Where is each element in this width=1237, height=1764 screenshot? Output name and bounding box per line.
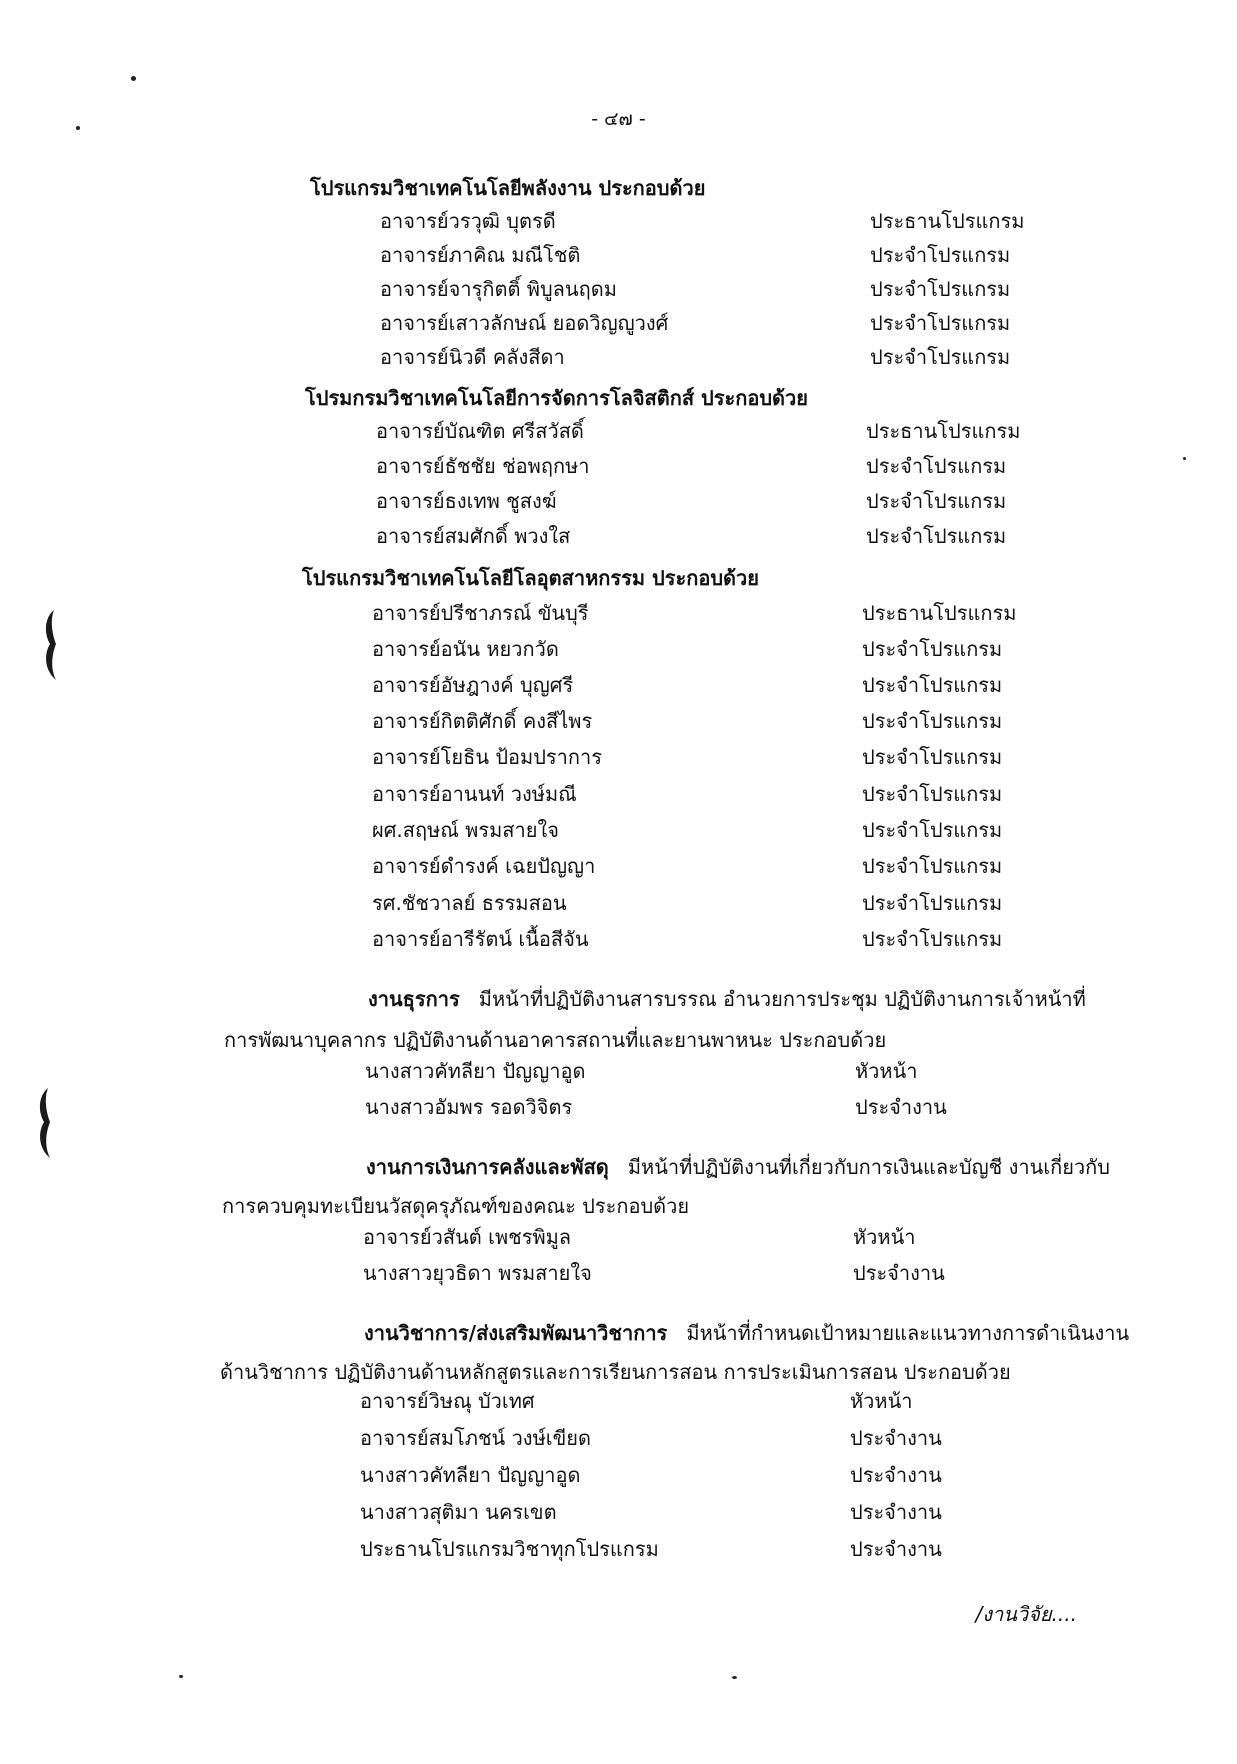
member-role: ประจำงาน xyxy=(850,1463,942,1487)
unit-academic-desc-line2: ด้านวิชาการ ปฏิบัติงานด้านหลักสูตรและการเรียนการสอน การประเมินการสอน ประกอบด้วย xyxy=(220,1360,1011,1384)
member-role: ประจำโปรแกรม xyxy=(862,782,1003,806)
unit-desc: มีหน้าที่ปฏิบัติงานที่เกี่ยวกับการเงินและบัญชี งานเกี่ยวกับ xyxy=(627,1155,1110,1179)
member-role: หัวหน้า xyxy=(853,1225,916,1249)
binder-mark-icon xyxy=(34,1086,54,1160)
member-role: ประจำงาน xyxy=(853,1261,945,1285)
program-heading-industrial: โปรแกรมวิชาเทคโนโลยีโลอุตสาหกรรม ประกอบด้วย xyxy=(302,566,759,590)
member-name: อาจารย์กิตติศักดิ์ คงสีไพร xyxy=(372,709,593,733)
member-name: อาจารย์อานนท์ วงษ์มณี xyxy=(372,782,577,806)
program-heading-energy: โปรแกรมวิชาเทคโนโลยีพลังงาน ประกอบด้วย xyxy=(310,176,706,200)
member-name: นางสาวยุวธิดา พรมสายใจ xyxy=(363,1261,592,1285)
unit-title: งานการเงินการคลังและพัสดุ xyxy=(366,1155,609,1179)
member-name: อาจารย์นิวดี คลังสีดา xyxy=(380,345,565,369)
member-name: อาจารย์สมโภชน์ วงษ์เขียด xyxy=(360,1426,591,1450)
member-name: อาจารย์ปรีชาภรณ์ ขันบุรี xyxy=(372,601,589,625)
scan-speck xyxy=(1183,457,1186,460)
member-role: ประจำโปรแกรม xyxy=(870,243,1011,267)
member-name: อาจารย์ดำรงค์ เฉยปัญญา xyxy=(372,854,596,878)
member-role: ประจำโปรแกรม xyxy=(870,345,1011,369)
member-role: ประจำโปรแกรม xyxy=(862,745,1003,769)
member-role: ประจำโปรแกรม xyxy=(862,673,1003,697)
unit-finance-desc-line2: การควบคุมทะเบียนวัสดุครุภัณฑ์ของคณะ ประกอบด้วย xyxy=(222,1194,690,1218)
member-role: ประจำโปรแกรม xyxy=(862,709,1003,733)
member-name: อาจารย์วิษณุ บัวเทศ xyxy=(360,1389,535,1413)
member-role: ประจำโปรแกรม xyxy=(866,489,1007,513)
member-name: อาจารย์จารุกิตติ์ พิบูลนฤดม xyxy=(380,277,617,301)
member-role: ประธานโปรแกรม xyxy=(866,419,1021,443)
member-name: ผศ.สฤษณ์ พรมสายใจ xyxy=(372,818,559,842)
member-role: ประจำโปรแกรม xyxy=(870,277,1011,301)
scan-speck xyxy=(76,126,80,130)
unit-desc: มีหน้าที่กำหนดเป้าหมายและแนวทางการดำเนินงาน xyxy=(686,1321,1130,1345)
page-number: - ๔๗ - xyxy=(591,108,646,130)
unit-admin-desc-line1 xyxy=(368,982,1086,1016)
member-name: ประธานโปรแกรมวิชาทุกโปรแกรม xyxy=(360,1537,659,1561)
member-role: ประจำโปรแกรม xyxy=(866,454,1007,478)
member-name: นางสาวคัทลียา ปัญญาอูด xyxy=(365,1059,586,1083)
member-name: รศ.ชัชวาลย์ ธรรมสอน xyxy=(372,891,567,915)
unit-desc: มีหน้าที่ปฏิบัติงานสารบรรณ อำนวยการประชุม ปฏิบัติงานการเจ้าหน้าที่ xyxy=(478,987,1086,1011)
member-role: ประจำงาน xyxy=(850,1500,942,1524)
member-name: อาจารย์วรวุฒิ บุตรดี xyxy=(380,209,556,233)
unit-title: งานธุรการ xyxy=(368,987,460,1011)
member-role: ประธานโปรแกรม xyxy=(862,601,1017,625)
member-role: หัวหน้า xyxy=(850,1389,913,1413)
binder-mark-icon xyxy=(40,608,60,682)
member-name: อาจารย์อารีรัตน์ เนื้อสีจัน xyxy=(372,927,589,951)
member-name: อาจารย์ธัชชัย ช่อพฤกษา xyxy=(376,454,590,478)
program-heading-logistics: โปรมกรมวิชาเทคโนโลยีการจัดการโลจิสติกส์ ประกอบด้วย xyxy=(305,386,808,410)
member-role: ประจำโปรแกรม xyxy=(862,637,1003,661)
member-name: อาจารย์โยธิน ป้อมปราการ xyxy=(372,745,602,769)
member-name: อาจารย์เสาวลักษณ์ ยอดวิญญูวงศ์ xyxy=(380,311,669,335)
member-name: นางสาวอัมพร รอดวิจิตร xyxy=(365,1095,573,1119)
member-role: ประจำโปรแกรม xyxy=(862,854,1003,878)
member-role: ประจำงาน xyxy=(850,1426,942,1450)
unit-academic-desc-line1 xyxy=(364,1316,1129,1350)
member-role: ประจำโปรแกรม xyxy=(862,927,1003,951)
member-name: อาจารย์อัษฎางค์ บุญศรี xyxy=(372,673,574,697)
member-name: นางสาวคัทลียา ปัญญาอูด xyxy=(360,1463,581,1487)
continuation-note: /งานวิจัย.... xyxy=(975,1602,1077,1626)
unit-admin-desc-line2: การพัฒนาบุคลากร ปฏิบัติงานด้านอาคารสถานที่และยานพาหนะ ประกอบด้วย xyxy=(224,1028,887,1052)
scan-speck xyxy=(732,1676,737,1679)
member-name: อาจารย์วสันต์ เพชรพิมูล xyxy=(363,1225,572,1249)
scan-speck xyxy=(179,1675,183,1678)
scan-speck xyxy=(131,76,136,81)
member-name: อาจารย์บัณฑิต ศรีสวัสดิ์ xyxy=(376,419,584,443)
member-name: อาจารย์ธงเทพ ชูสงฆ์ xyxy=(376,489,557,513)
member-role: ประจำโปรแกรม xyxy=(862,818,1003,842)
member-role: ประจำงาน xyxy=(855,1095,947,1119)
member-name: อาจารย์ภาคิณ มณีโชติ xyxy=(380,243,581,267)
member-role: ประจำโปรแกรม xyxy=(862,891,1003,915)
member-role: ประจำงาน xyxy=(850,1537,942,1561)
member-name: อาจารย์สมศักดิ์ พวงใส xyxy=(376,524,571,548)
member-role: ประธานโปรแกรม xyxy=(870,209,1025,233)
unit-finance-desc-line1 xyxy=(366,1150,1110,1184)
member-role: ประจำโปรแกรม xyxy=(870,311,1011,335)
unit-title: งานวิชาการ/ส่งเสริมพัฒนาวิชาการ xyxy=(364,1321,668,1345)
member-role: ประจำโปรแกรม xyxy=(866,524,1007,548)
member-name: อาจารย์อนัน หยวกวัด xyxy=(372,637,559,661)
member-name: นางสาวสุติมา นครเขต xyxy=(360,1500,557,1524)
member-role: หัวหน้า xyxy=(855,1059,918,1083)
